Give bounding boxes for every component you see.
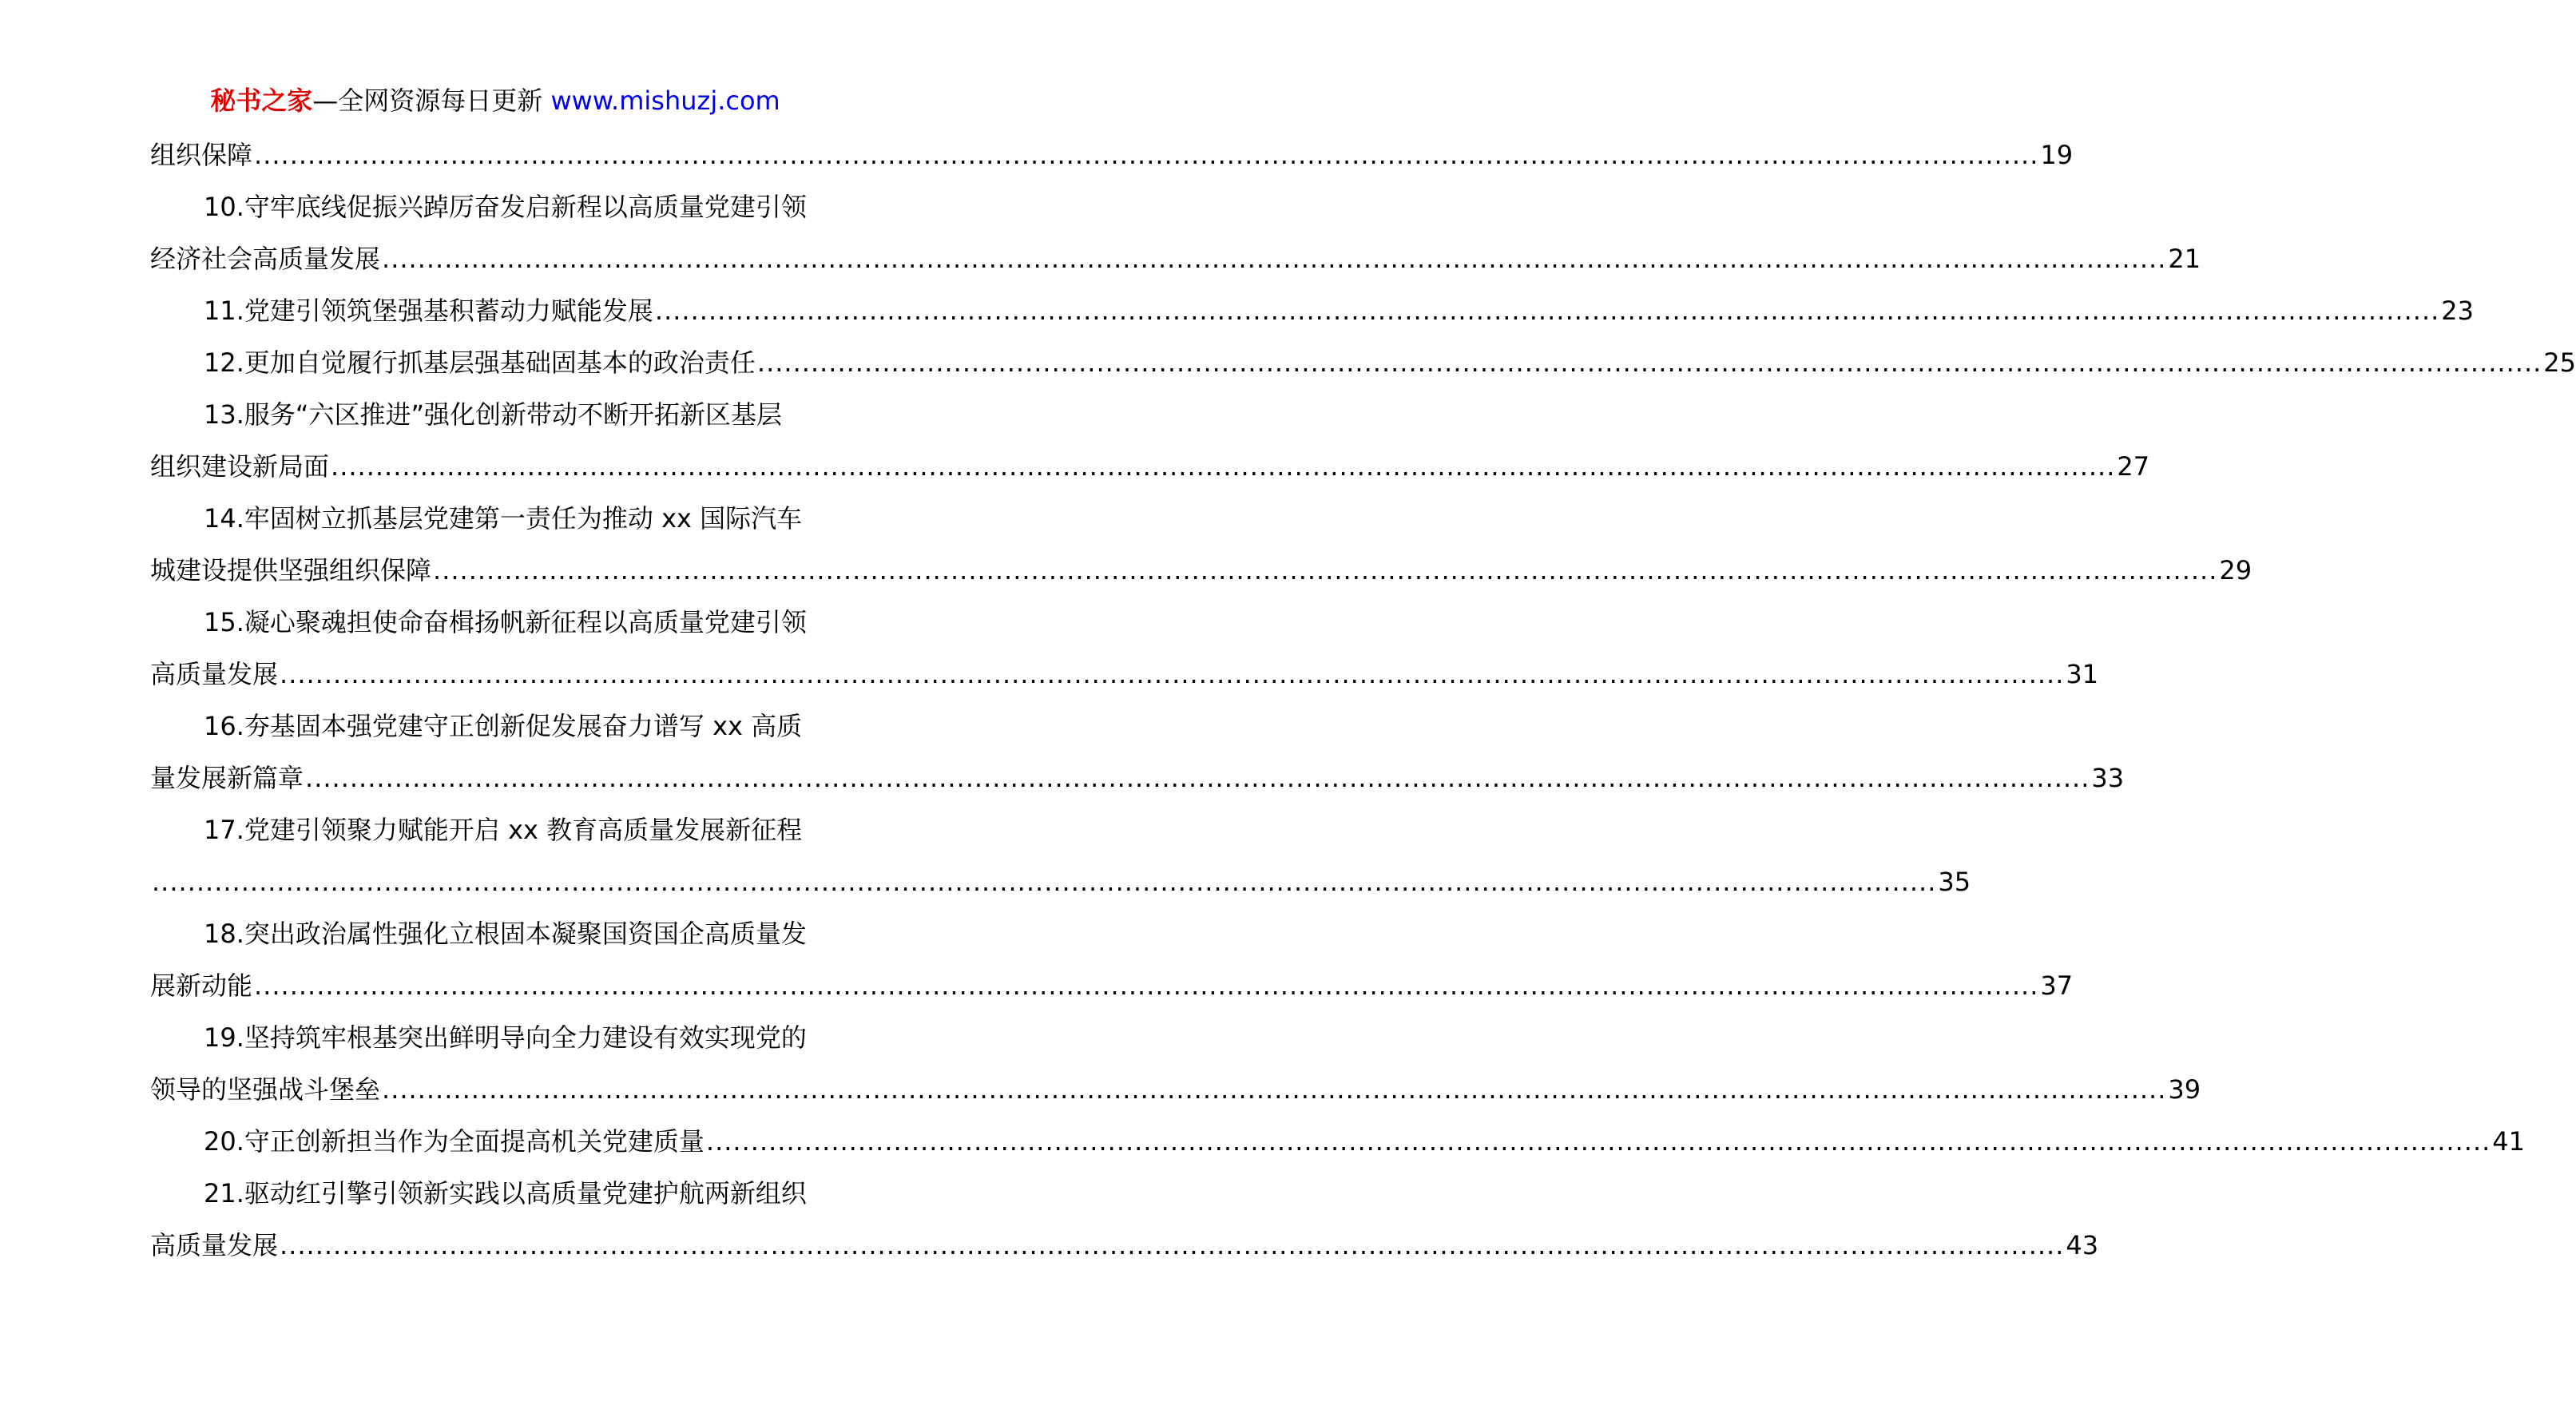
toc-entry-title: 高质量发展 xyxy=(150,1230,279,1260)
toc-entry-line xyxy=(150,597,843,649)
toc-page-number: 41 xyxy=(2492,1126,2525,1157)
toc-entry-line xyxy=(150,493,843,545)
toc-entry-title: 16.夯基固本强党建守正创新促发展奋力谱写 xx 高质 xyxy=(204,711,803,741)
toc-entry-line[interactable] xyxy=(150,441,2150,493)
toc-page-number: 35 xyxy=(1938,867,1971,897)
toc-entry-title: 组织建设新局面 xyxy=(150,451,330,482)
toc-entry-line[interactable] xyxy=(150,285,2474,337)
toc-page-number: 31 xyxy=(2066,659,2099,689)
dot-leader: ........................................................................................................................................................................................................ xyxy=(152,867,1937,897)
toc-entry-title: 14.牢固树立抓基层党建第一责任为推动 xx 国际汽车 xyxy=(204,503,803,534)
toc-entry-title: 组织保障 xyxy=(150,140,253,170)
toc-entry-title: 21.驱动红引擎引领新实践以高质量党建护航两新组织 xyxy=(204,1178,807,1209)
dot-leader: ........................................................................................................................................................................................................ xyxy=(280,659,2065,689)
toc-entry-title: 12.更加自觉履行抓基层强基础固基本的政治责任 xyxy=(204,347,756,378)
toc-entry-line[interactable] xyxy=(150,233,2201,285)
toc-entry-line[interactable] xyxy=(150,1220,2099,1272)
toc-entry-line xyxy=(150,181,843,233)
toc-page-number: 19 xyxy=(2040,140,2074,170)
dot-leader: ........................................................................................................................................................................................................ xyxy=(280,1230,2065,1260)
toc-entry-line[interactable] xyxy=(150,856,1971,908)
toc-entry-line[interactable] xyxy=(150,545,2253,597)
dot-leader: ........................................................................................................................................................................................................ xyxy=(654,296,2440,326)
toc-page-number: 25 xyxy=(2543,347,2576,378)
site-tagline: —全网资源每日更新 xyxy=(312,85,551,116)
toc-entry-line xyxy=(150,700,843,752)
toc-page-number: 39 xyxy=(2168,1074,2201,1105)
toc-entry-line[interactable] xyxy=(150,129,2074,181)
dot-leader: ........................................................................................................................................................................................................ xyxy=(254,970,2039,1001)
toc-entry-title: 量发展新篇章 xyxy=(150,763,304,793)
site-brand: 秘书之家 xyxy=(210,85,313,116)
toc-entry-line xyxy=(150,804,843,856)
toc-entry-line xyxy=(150,1168,843,1220)
toc-page-number: 37 xyxy=(2040,970,2074,1001)
toc-entry-title: 高质量发展 xyxy=(150,659,279,689)
toc-entry-line[interactable] xyxy=(150,649,2099,700)
dot-leader: ........................................................................................................................................................................................................ xyxy=(382,244,2167,274)
toc-entry-title: 11.党建引领筑堡强基积蓄动力赋能发展 xyxy=(204,296,653,326)
toc-page-number: 21 xyxy=(2168,244,2201,274)
toc-entry-title: 18.突出政治属性强化立根固本凝聚国资国企高质量发 xyxy=(204,919,807,949)
dot-leader: ........................................................................................................................................................................................................ xyxy=(331,451,2116,482)
dot-leader: ........................................................................................................................................................................................................ xyxy=(305,763,2090,793)
toc-entry-title: 展新动能 xyxy=(150,970,253,1001)
dot-leader: ........................................................................................................................................................................................................ xyxy=(705,1126,2491,1157)
toc-entry-line xyxy=(150,1012,843,1064)
dot-leader: ........................................................................................................................................................................................................ xyxy=(254,140,2039,170)
toc-entry-line xyxy=(150,908,843,960)
toc-entry-title: 20.守正创新担当作为全面提高机关党建质量 xyxy=(204,1126,705,1157)
dot-leader: ........................................................................................................................................................................................................ xyxy=(382,1074,2167,1105)
toc-entry-title: 17.党建引领聚力赋能开启 xx 教育高质量发展新征程 xyxy=(204,815,803,845)
toc-entry-title: 13.服务“六区推进”强化创新带动不断开拓新区基层 xyxy=(204,399,783,430)
toc-entry-title: 经济社会高质量发展 xyxy=(150,244,381,274)
toc-entry-line[interactable] xyxy=(150,1064,2201,1116)
toc-entry-line xyxy=(150,389,843,441)
page-header xyxy=(0,83,990,118)
toc-entry-line[interactable] xyxy=(150,337,2576,389)
toc-entry-title: 城建设提供坚强组织保障 xyxy=(150,555,432,585)
site-url-link[interactable]: www.mishuzj.com xyxy=(550,85,780,116)
toc-page-number: 29 xyxy=(2219,555,2253,585)
toc-entry-line[interactable] xyxy=(150,960,2074,1012)
toc-page-number: 27 xyxy=(2117,451,2150,482)
toc-page-number: 33 xyxy=(2091,763,2125,793)
toc-entry-title: 19.坚持筑牢根基突出鲜明导向全力建设有效实现党的 xyxy=(204,1022,807,1053)
toc-entry-line[interactable] xyxy=(150,1116,2525,1168)
dot-leader: ........................................................................................................................................................................................................ xyxy=(756,347,2542,378)
toc-entry-title: 领导的坚强战斗堡垒 xyxy=(150,1074,381,1105)
toc-entry-line[interactable] xyxy=(150,752,2125,804)
toc-page-number: 43 xyxy=(2066,1230,2099,1260)
table-of-contents xyxy=(150,129,2576,1272)
toc-entry-title: 15.凝心聚魂担使命奋楫扬帆新征程以高质量党建引领 xyxy=(204,607,807,637)
dot-leader: ........................................................................................................................................................................................................ xyxy=(433,555,2218,585)
toc-entry-title: 10.守牢底线促振兴踔厉奋发启新程以高质量党建引领 xyxy=(204,192,807,222)
toc-page-number: 23 xyxy=(2441,296,2474,326)
